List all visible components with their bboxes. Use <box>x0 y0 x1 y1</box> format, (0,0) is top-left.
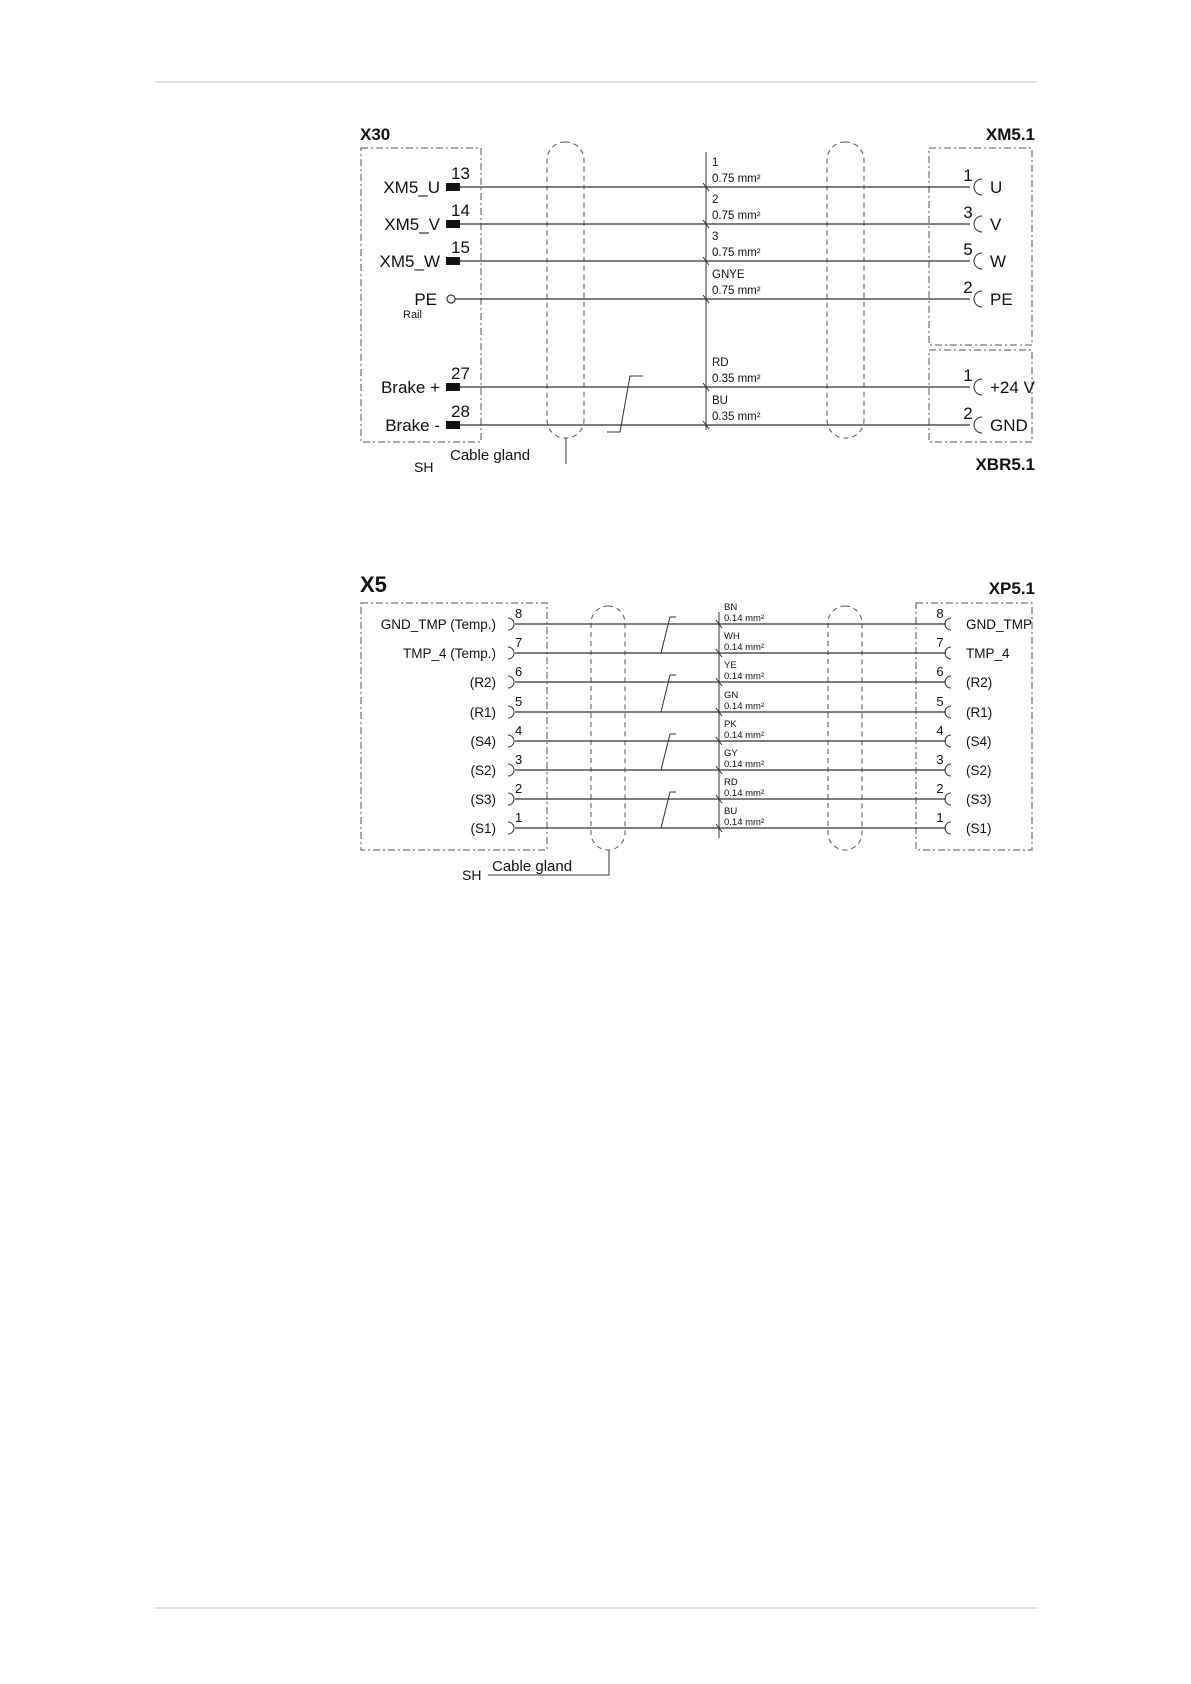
d2-left-pin-number: 2 <box>515 781 523 796</box>
d1-left-pin-terminal <box>446 183 460 191</box>
d1-right-pin-number: 1 <box>963 166 973 185</box>
d2-wire-cross-section: 0.14 mm² <box>724 759 765 770</box>
d2-left-signal-label: (S3) <box>470 792 496 807</box>
d2-wire-color: BN <box>724 602 738 613</box>
d1-left-signal-label: Brake + <box>380 378 440 397</box>
d2-wire-row <box>470 719 991 749</box>
d2-right-title: XP5.1 <box>988 579 1035 598</box>
d2-left-shield <box>591 606 625 850</box>
d2-gland-label: Cable gland <box>492 858 573 875</box>
d2-wires <box>381 602 1032 836</box>
d2-left-pin-number: 6 <box>515 664 523 679</box>
d2-right-signal-label: (S3) <box>966 792 992 807</box>
d2-right-pin-number: 3 <box>936 752 944 767</box>
d2-wire-cross-section: 0.14 mm² <box>724 730 765 741</box>
d2-twist-mark <box>654 675 676 712</box>
d1-wire-color: 3 <box>712 231 719 243</box>
d1-wire-color: BU <box>712 395 728 407</box>
d1-right-pin-number: 3 <box>963 203 973 222</box>
d2-left-pin-number: 8 <box>515 606 523 621</box>
d2-wire-cross-section: 0.14 mm² <box>724 671 765 682</box>
d1-right-contact-icon <box>974 291 982 307</box>
d2-left-contact-icon <box>508 735 514 747</box>
d1-right-signal-label: +24 V <box>990 378 1035 397</box>
d2-wire-row <box>470 777 991 807</box>
d2-wire-color: GY <box>724 748 738 759</box>
d2-left-signal-label: (S4) <box>470 734 496 749</box>
d1-wire-cross-section: 0.75 mm² <box>712 247 761 259</box>
d1-right-contact-icon <box>974 379 982 395</box>
d2-wire-cross-section: 0.14 mm² <box>724 701 765 712</box>
d2-right-signal-label: TMP_4 <box>966 646 1010 661</box>
d2-wire-color: YE <box>724 660 737 671</box>
d1-left-pin-number: 15 <box>451 238 470 257</box>
d2-wire-cross-section: 0.14 mm² <box>724 642 765 653</box>
d2-wire-row <box>381 602 1032 632</box>
diagram-motor-cable <box>360 125 1036 475</box>
d1-left-signal-label: XM5_W <box>379 252 440 271</box>
d1-right-contact-icon <box>974 216 982 232</box>
d2-right-signal-label: (S2) <box>966 763 992 778</box>
d2-wire-color: PK <box>724 719 737 730</box>
d2-wire-row <box>470 660 993 690</box>
d1-left-pin-number: 27 <box>451 364 470 383</box>
d1-wire-row <box>384 194 1002 234</box>
d2-wire-row <box>403 631 1010 661</box>
d1-right-contact-icon <box>974 253 982 269</box>
d1-wire-cross-section: 0.75 mm² <box>712 173 761 185</box>
d1-left-pin-number: 14 <box>451 201 470 220</box>
d2-right-connector-box <box>916 603 1032 850</box>
d2-right-pin-number: 1 <box>936 810 944 825</box>
d1-right-signal-label: GND <box>990 416 1028 435</box>
d2-left-signal-label: (R2) <box>469 675 496 690</box>
d2-left-contact-icon <box>508 618 514 630</box>
d2-left-pin-number: 5 <box>515 694 523 709</box>
d1-wire-row <box>381 357 1036 397</box>
d1-wire-color: GNYE <box>712 269 745 281</box>
diagram-encoder-cable <box>360 572 1035 883</box>
d2-left-contact-icon <box>508 706 514 718</box>
d1-left-pin-terminal <box>446 257 460 265</box>
d2-left-signal-label: (S1) <box>470 821 496 836</box>
d1-pe-sublabel: Rail <box>403 309 422 321</box>
d2-right-signal-label: GND_TMP <box>966 617 1033 632</box>
d2-right-pin-number: 4 <box>936 723 944 738</box>
d2-left-contact-icon <box>508 764 514 776</box>
d2-right-pin-number: 5 <box>936 694 944 709</box>
d1-wire-row <box>380 231 1007 271</box>
d2-wire-row <box>470 806 991 836</box>
d2-right-shield <box>828 606 862 850</box>
d1-left-signal-label: XM5_U <box>383 178 440 197</box>
d1-left-signal-label: PE <box>414 290 437 309</box>
d1-right-pin-number: 2 <box>963 404 973 423</box>
d1-left-pin-terminal <box>446 421 460 429</box>
d1-right-signal-label: V <box>990 215 1002 234</box>
d2-twist-marks <box>654 617 676 828</box>
d1-right-signal-label: U <box>990 178 1003 197</box>
d2-twist-mark <box>654 617 676 653</box>
d2-left-pin-number: 3 <box>515 752 523 767</box>
d1-left-pin-number: 28 <box>451 402 470 421</box>
d2-left-pin-number: 4 <box>515 723 523 738</box>
d2-twist-mark <box>654 792 676 828</box>
d2-right-signal-label: (S4) <box>966 734 992 749</box>
d2-left-signal-label: (R1) <box>469 705 496 720</box>
d1-right-contact-icon <box>974 417 982 433</box>
d1-wire-cross-section: 0.75 mm² <box>712 285 761 297</box>
d1-wire-color: RD <box>712 357 729 369</box>
d1-wire-cross-section: 0.35 mm² <box>712 373 761 385</box>
d2-wire-row <box>470 690 993 720</box>
d2-twist-mark <box>654 734 676 770</box>
d2-wire-cross-section: 0.14 mm² <box>724 613 765 624</box>
d2-wire-row <box>470 748 991 778</box>
d2-wire-color: BU <box>724 806 738 817</box>
d2-left-title: X5 <box>360 572 387 597</box>
d1-right-bottom-title: XBR5.1 <box>975 455 1035 474</box>
d2-right-signal-label: (R1) <box>966 705 993 720</box>
d1-twist-mark <box>607 376 643 432</box>
d1-right-pin-number: 2 <box>963 278 973 297</box>
d1-shield-label: SH <box>414 459 434 475</box>
d1-right-pin-number: 5 <box>963 240 973 259</box>
d2-wire-color: RD <box>724 777 738 788</box>
d1-wire-row <box>383 157 1002 197</box>
d2-left-signal-label: GND_TMP (Temp.) <box>380 617 496 632</box>
d1-pe-terminal <box>447 295 455 303</box>
d2-right-pin-number: 8 <box>936 606 944 621</box>
d2-right-signal-label: (S1) <box>966 821 992 836</box>
d1-right-contact-icon <box>974 179 982 195</box>
d1-right-signal-label: PE <box>990 290 1013 309</box>
d2-left-contact-icon <box>508 676 514 688</box>
d1-wire-cross-section: 0.75 mm² <box>712 210 761 222</box>
d1-right-signal-label: W <box>990 252 1007 271</box>
d2-right-pin-number: 7 <box>936 635 944 650</box>
d1-left-title: X30 <box>360 125 391 144</box>
d1-wire-color: 2 <box>712 194 719 206</box>
d2-wire-cross-section: 0.14 mm² <box>724 817 765 828</box>
d1-wire-color: 1 <box>712 157 719 169</box>
d2-right-pin-number: 6 <box>936 664 944 679</box>
d2-left-signal-label: (S2) <box>470 763 496 778</box>
d1-left-signal-label: Brake - <box>385 416 440 435</box>
d2-wire-cross-section: 0.14 mm² <box>724 788 765 799</box>
d1-gland-label: Cable gland <box>450 447 531 464</box>
d2-left-pin-number: 1 <box>515 810 523 825</box>
d1-left-pin-terminal <box>446 220 460 228</box>
d2-wire-color: GN <box>724 690 739 701</box>
d1-right-pin-number: 1 <box>963 366 973 385</box>
d1-left-pin-number: 13 <box>451 164 470 183</box>
d2-left-signal-label: TMP_4 (Temp.) <box>402 646 496 661</box>
d2-left-pin-number: 7 <box>515 635 523 650</box>
d1-left-signal-label: XM5_V <box>384 215 440 234</box>
d2-right-pin-number: 2 <box>936 781 944 796</box>
d2-left-contact-icon <box>508 647 514 659</box>
d2-wire-color: WH <box>724 631 740 642</box>
d1-right-connector-box-xm <box>929 148 1032 345</box>
d2-left-contact-icon <box>508 822 514 834</box>
d2-left-contact-icon <box>508 793 514 805</box>
d1-right-title: XM5.1 <box>985 125 1035 144</box>
d2-shield-label: SH <box>462 867 482 883</box>
d1-wires <box>380 157 1036 435</box>
d1-wire-row <box>414 269 1012 309</box>
d1-wire-cross-section: 0.35 mm² <box>712 411 761 423</box>
d2-right-signal-label: (R2) <box>966 675 993 690</box>
d1-left-pin-terminal <box>446 383 460 391</box>
